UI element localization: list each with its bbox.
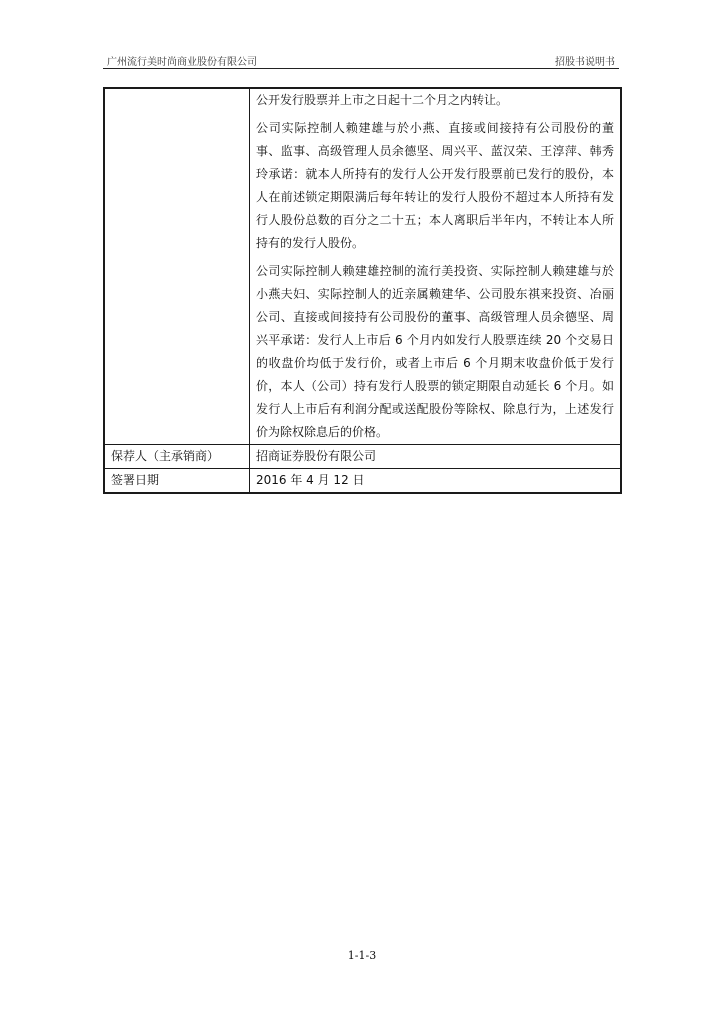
signing-date-value: 2016 年 4 月 12 日 — [250, 469, 622, 494]
sponsor-value: 招商证券股份有限公司 — [250, 445, 622, 469]
header-company-name: 广州流行美时尚商业股份有限公司 — [107, 57, 257, 68]
header-document-title: 招股书说明书 — [555, 57, 615, 68]
sponsor-label: 保荐人（主承销商） — [104, 445, 250, 469]
signing-date-label: 签署日期 — [104, 469, 250, 494]
lockup-paragraph-3: 公司实际控制人赖建雄控制的流行美投资、实际控制人赖建雄与於小燕夫妇、实际控制人的近亲属赖建华、公司股东祺来投资、冶丽公司、直接或间接持有公司股份的董事、高级管理人员余德坚、周兴平承诺：发行人上市后 6 个月内如发行人股票连续 20 个交易日的收盘价均低于发行价，或者上市后 6 个月期末收盘价低于发行价，本人（公司）持有发行人股票的锁定期限自动延长 6 个月。如发行人上市后有利润分配或送配股份等除权、除息行为，上述发行价为除权除息后的价格。 — [256, 264, 614, 439]
lockup-paragraph-2: 公司实际控制人赖建雄与於小燕、直接或间接持有公司股份的董事、监事、高级管理人员余德坚、周兴平、蓝汉荣、王淳萍、韩秀玲承诺：就本人所持有的发行人公开发行股票前已发行的股份，本人在前述锁定期限满后每年转让的发行人股份不超过本人所持有发行人股份总数的百分之二十五；本人离职后半年内，不转让本人所持有的发行人股份。 — [256, 121, 614, 250]
table-row-signing-date — [104, 469, 621, 494]
page-header — [103, 51, 619, 67]
table-row-sponsor — [104, 445, 621, 469]
lockup-paragraph-1: 公开发行股票并上市之日起十二个月之内转让。 — [256, 93, 509, 107]
info-table — [103, 87, 622, 494]
table-cell-lockup-text — [250, 88, 622, 445]
header-divider — [103, 68, 619, 69]
table-cell-label-empty — [104, 88, 250, 445]
table-row-lockup-continuation — [104, 88, 621, 445]
page-number: 1-1-3 — [347, 949, 377, 962]
